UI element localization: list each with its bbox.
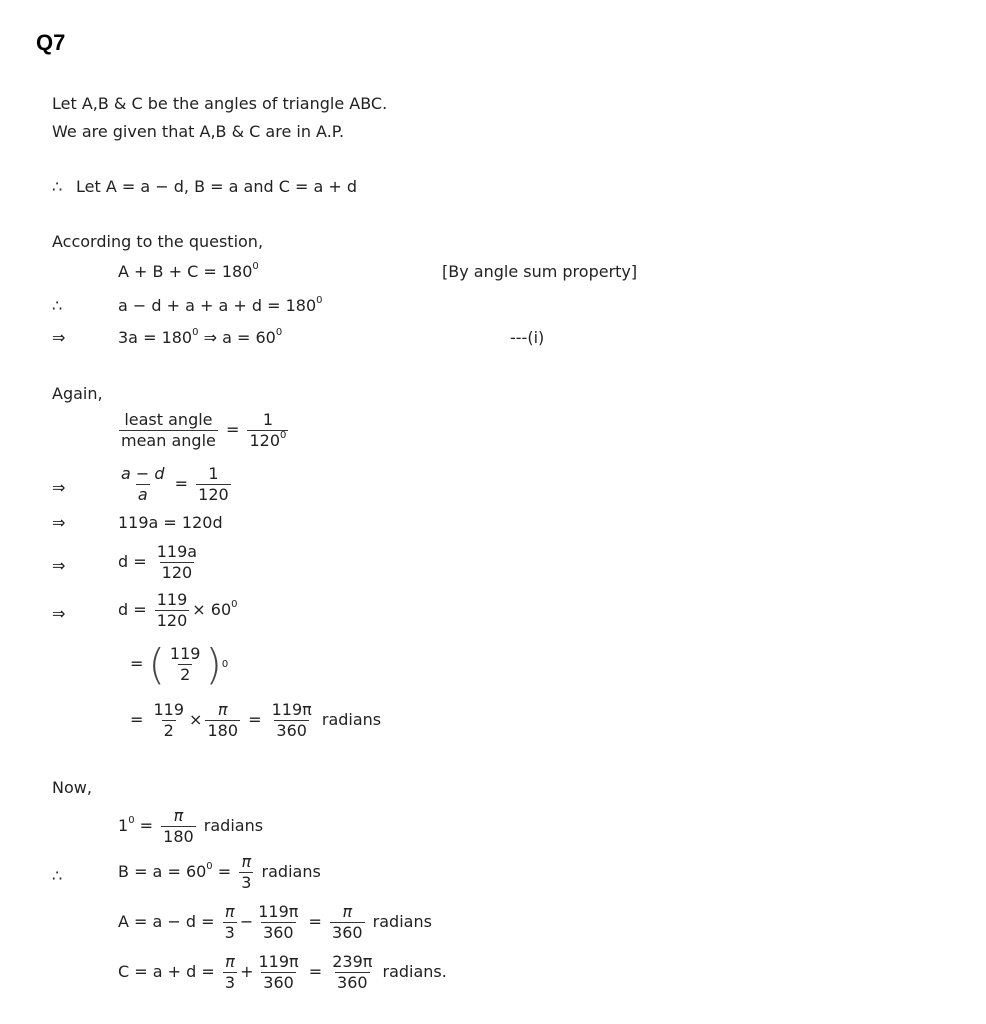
therefore-symbol: ∴ xyxy=(52,177,63,196)
times: × xyxy=(189,710,203,729)
implies-symbol: ⇒ xyxy=(52,604,66,623)
d-value xyxy=(118,590,238,631)
d-fraction: $\frac{119a}{120}$ xyxy=(156,542,198,582)
eq3a-text: 3a = 180 xyxy=(118,328,193,347)
d-lhs: d = xyxy=(118,552,147,571)
equals: = xyxy=(130,654,144,673)
angle-a-result: A = a − d = $\frac{\pi}{3}$ − $\frac{119\pi}{360}$ = $\frac{\pi}{360}$ radians xyxy=(118,902,432,942)
angle-b-result: $B = a = 60^0$ = $\frac{\pi}{3}$ radians xyxy=(118,852,321,892)
d-in-radians: = $\frac{119}{2}$ × $\frac{\pi}{180}$ = $\frac{119\pi}{360}$ radians xyxy=(130,700,382,740)
implies-symbol: ⇒ xyxy=(52,328,66,347)
degree-sup: 0 xyxy=(192,327,199,338)
question-label: Q7 xyxy=(36,30,66,55)
ratio-equation xyxy=(116,410,291,451)
equals: = xyxy=(248,710,262,729)
angle-sum-reason: [By angle sum property] xyxy=(442,262,638,281)
equals: = xyxy=(174,474,189,493)
times-sixty: × 60 xyxy=(192,600,232,619)
degree-sup: 0 xyxy=(252,261,259,272)
d-fraction: $\frac{119}{120}$ xyxy=(156,590,188,630)
solve-a-equation xyxy=(118,328,282,348)
intro-line-2: We are given that A,B & C are in A.P. xyxy=(52,122,345,141)
eq1-text: A + B + C = 180 xyxy=(118,262,253,281)
implies-symbol: ⇒ xyxy=(52,478,66,497)
d-simplified xyxy=(130,639,229,689)
setup-assignment: Let A = a − d, B = a and C = a + d xyxy=(76,177,357,196)
implies-symbol: ⇒ xyxy=(52,556,66,575)
cross-multiplied: 119a = 120d xyxy=(118,513,223,532)
eq3b-text: ⇒ a = 60 xyxy=(198,328,276,347)
therefore-symbol: ∴ xyxy=(52,296,63,315)
degree-sup: 0 xyxy=(275,327,283,338)
now-heading: Now, xyxy=(52,778,92,797)
degree-conversion: $1^0$ = $\frac{\pi}{180}$ radians xyxy=(118,806,264,846)
degree-sup: 0 xyxy=(231,599,238,610)
therefore-symbol: ∴ xyxy=(52,866,63,885)
ratio-fraction: least angle mean angle xyxy=(121,410,216,450)
d-in-terms-of-a xyxy=(118,542,202,583)
question-heading: According to the question, xyxy=(52,232,264,251)
unit-label: radians xyxy=(321,710,382,729)
degree-sup: 0 xyxy=(316,295,323,306)
again-heading: Again, xyxy=(52,384,103,403)
equals: = xyxy=(225,420,240,439)
eq2-text: a − d + a + a + d = 180 xyxy=(118,296,317,315)
angle-c-result: C = a + d = $\frac{\pi}{3}$ + $\frac{119\pi}{360}$ = $\frac{239\pi}{360}$ radians. xyxy=(118,952,447,992)
d-lhs: d = xyxy=(118,600,147,619)
intro-line-1: Let A,B & C be the angles of triangle ABC. xyxy=(52,94,388,113)
lhs-fraction: $\frac{a - d}{a}$ xyxy=(121,464,165,504)
implies-symbol: ⇒ xyxy=(52,513,66,532)
ratio-rhs-fraction: $\frac{1}{120^0}$ xyxy=(249,410,287,450)
equation-tag: ---(i) xyxy=(510,328,545,347)
equals: = xyxy=(130,710,144,729)
parenthesized-fraction: ( 119 2 ) 0 xyxy=(148,639,229,689)
rhs-fraction: $\frac{1}{120}$ xyxy=(198,464,229,504)
ratio-substituted xyxy=(116,464,234,505)
angle-sum-equation xyxy=(118,262,259,282)
substituted-equation xyxy=(118,296,323,316)
